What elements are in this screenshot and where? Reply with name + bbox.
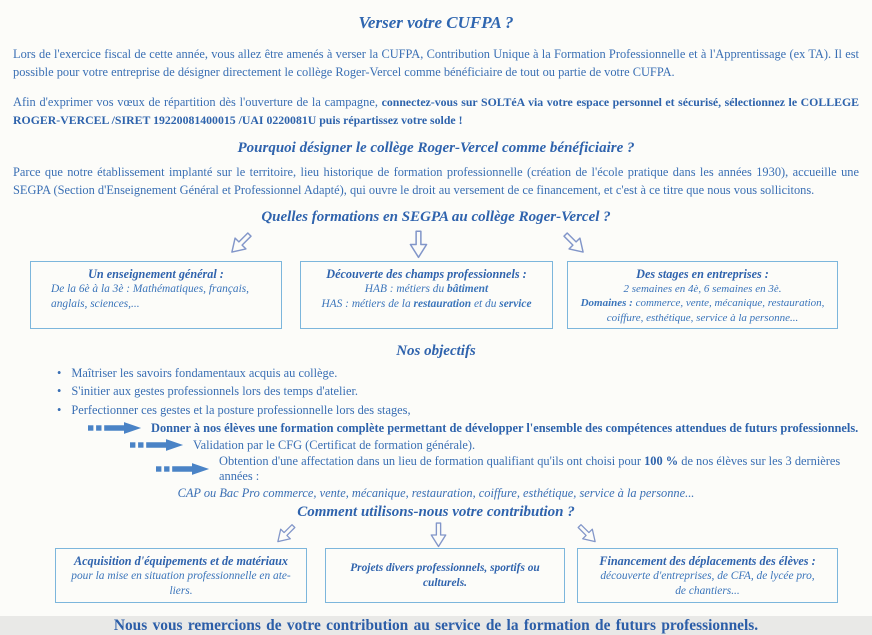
box-line: de chantiers...	[675, 585, 740, 598]
down-left-arrow-icon	[271, 520, 300, 549]
box-line: pour la mise en situation professionnelle en ate-	[71, 570, 291, 583]
box-stages-entreprises	[567, 261, 838, 330]
objectif-item: • S'initier aux gestes professionnels lors des temps d'atelier.	[57, 384, 872, 399]
closing-thanks-line: Nous vous remercions de votre contribution au service de la formation de futurs professionnels.	[113, 617, 759, 635]
objectif-item: • Maîtriser les savoirs fondamentaux acquis au collège.	[57, 366, 872, 381]
cap-bacpro-line: CAP ou Bac Pro commerce, vente, mécanique, restauration, coiffure, esthétique, service à la personne...	[177, 486, 695, 501]
down-right-arrow-icon	[573, 520, 602, 549]
down-arrow-icon	[409, 230, 428, 259]
domaines-list-text: commerce, vente, mécanique, restauration, coiffure, esthétique, service à la personne...	[606, 297, 825, 324]
striped-right-arrow-icon	[156, 463, 210, 475]
formations-arrow-row	[0, 228, 872, 261]
box-deplacements	[577, 548, 838, 603]
box-title: Financement des déplacements des élèves :	[599, 554, 816, 569]
down-left-arrow-icon	[224, 227, 257, 260]
objectifs-list	[57, 366, 872, 417]
justification-paragraph: Parce que notre établissement implanté sur le territoire, lieu historique de formation professionnelle (création de l'école pratique dans les années 1930), accueille une SEGPA (Section d'Enseignement Général et Professionnel Adapté), qui ouvre le droit au versement de ce financement, et c'est à ce titre que nous vous sollicitons.	[13, 165, 859, 198]
box-projets	[325, 548, 565, 603]
page-title: Verser votre CUFPA ?	[358, 13, 514, 32]
result-line-cfg	[130, 438, 872, 453]
results-lines	[0, 421, 872, 502]
heading-formations: Quelles formations en SEGPA au collège Roger-Vercel ?	[261, 208, 611, 225]
box-line: liers.	[169, 585, 193, 598]
soltea-intro-text: Afin d'exprimer vos vœux de répartition dès l'ouverture de la campagne,	[13, 95, 382, 110]
hab-bold-text: bâtiment	[447, 282, 489, 295]
formations-boxes	[0, 261, 872, 330]
result-line-text: Validation par le CFG (Certificat de formation générale).	[193, 437, 476, 452]
domaines-bold-text: Domaines :	[580, 297, 633, 310]
box-line	[307, 282, 546, 297]
box-enseignement-general	[30, 261, 282, 330]
box-champs-professionnels	[300, 261, 553, 330]
down-right-arrow-icon	[558, 227, 591, 260]
box-line	[574, 296, 831, 325]
result-line-text	[219, 454, 872, 484]
soltea-instructions-text: connectez-vous sur SOLTéA via votre espace personnel et sécurisé, sélectionnez le COLLEGE ROGER-VERCEL /SIRET 19220081400015 /UAI 0220081U puis répartissez votre solde !	[13, 95, 859, 127]
box-equipements	[55, 548, 307, 603]
heading-contribution: Comment utilisons-nous votre contribution ?	[297, 504, 575, 521]
hab-line-text: HAB : métiers du	[364, 282, 448, 295]
box-line: découverte d'entreprises, de CFA, de lycée pro,	[600, 570, 815, 583]
has-bold-text-2: service	[499, 297, 532, 310]
objectif-item: • Perfectionner ces gestes et la posture professionnelle lors des stages,	[57, 403, 872, 418]
striped-right-arrow-icon	[88, 422, 142, 434]
box-line: anglais, sciences,...	[51, 297, 140, 310]
box-line: De la 6è à la 3è : Mathématiques, français,	[51, 282, 250, 295]
box-title: Des stages en entreprises :	[636, 266, 769, 281]
result-line-text: Donner à nos élèves une formation complète permettant de développer l'ensemble des compétences attendues de futurs professionnels.	[151, 420, 859, 435]
affectation-pre-text: Obtention d'une affectation dans un lieu de formation qualifiant qu'ils ont choisi pour	[219, 454, 645, 469]
contribution-arrow-row	[0, 522, 872, 548]
striped-right-arrow-icon	[130, 439, 184, 451]
has-line-text: HAS : métiers de la	[321, 297, 414, 310]
contribution-boxes	[0, 548, 872, 603]
box-line	[307, 297, 546, 312]
soltea-paragraph	[13, 94, 859, 129]
box-line: 2 semaines en 4è, 6 semaines en 3è.	[623, 282, 782, 295]
heading-pourquoi: Pourquoi désigner le collège Roger-Vercel comme bénéficiaire ?	[237, 140, 635, 157]
down-arrow-icon	[430, 522, 447, 548]
affectation-post-text: de nos élèves sur les 3 dernières années :	[219, 454, 841, 484]
affectation-percent-text: 100 %	[644, 454, 679, 469]
result-line-formation	[88, 421, 872, 436]
box-title: Un enseignement général :	[88, 266, 224, 281]
box-line: culturels.	[423, 577, 467, 590]
result-line-affectation	[156, 454, 872, 484]
heading-objectifs: Nos objectifs	[396, 343, 476, 360]
has-mid-text: et du	[471, 297, 500, 310]
intro-paragraph: Lors de l'exercice fiscal de cette année, vous allez être amenés à verser la CUFPA, Contribution Unique à la Formation Professionnelle et à l'Apprentissage (ex TA). Il est possible pour votre entreprise de désigner directement le collège Roger-Vercel comme bénéficiaire de tout ou partie de votre CUFPA.	[13, 47, 859, 79]
box-title: Découverte des champs professionnels :	[326, 266, 527, 281]
box-line: Projets divers professionnels, sportifs ou	[350, 562, 540, 575]
has-bold-text: restauration	[413, 297, 472, 310]
box-title: Acquisition d'équipements et de matériaux	[74, 554, 288, 569]
